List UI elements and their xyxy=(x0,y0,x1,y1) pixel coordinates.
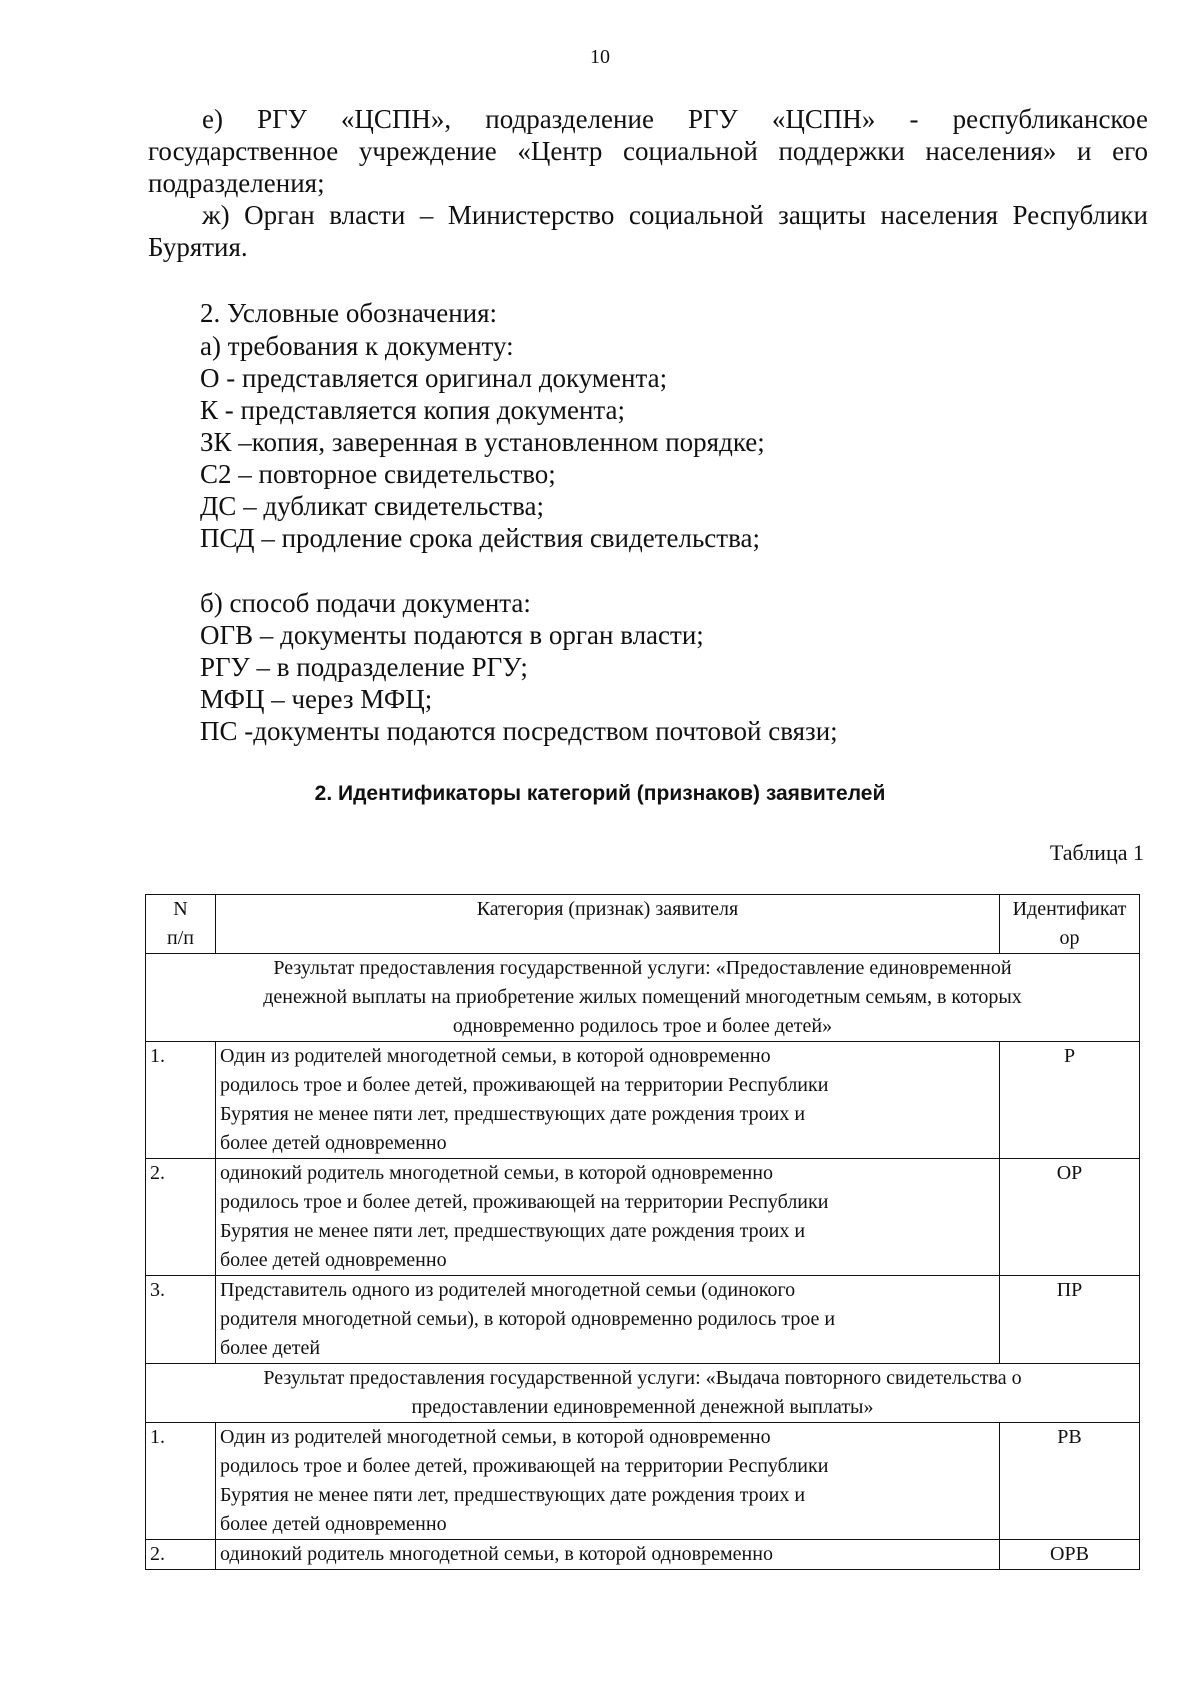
category-cell xyxy=(216,1159,1000,1276)
result-group-cell xyxy=(146,954,1140,1042)
category-line: родилось трое и более детей, проживающей на территории Республики xyxy=(220,1455,829,1477)
category-line: Один из родителей многодетной семьи, в которой одновременно xyxy=(220,1426,771,1448)
group-line: одновременно родилось трое и более детей» xyxy=(452,1015,833,1037)
table-row xyxy=(146,1042,1140,1159)
header-text: ор xyxy=(1059,927,1080,949)
result-group-row xyxy=(146,954,1140,1042)
header-category xyxy=(216,895,1000,954)
category-line: Представитель одного из родителей многодетной семьи (одинокого xyxy=(220,1279,796,1301)
requirement-item: О - представляется оригинал документа; xyxy=(200,363,668,393)
category-line: Бурятия не менее пяти лет, предшествующих дате рождения троих и xyxy=(220,1220,806,1242)
category-cell xyxy=(216,1042,1000,1159)
category-line: одинокий родитель многодетной семьи, в которой одновременно xyxy=(220,1162,773,1184)
identifier-cell: ОРВ xyxy=(1000,1540,1140,1570)
category-line: Бурятия не менее пяти лет, предшествующих дате рождения троих и xyxy=(220,1103,806,1125)
group-line: предоставлении единовременной денежной выплаты» xyxy=(411,1396,874,1418)
group-line: Результат предоставления государственной услуги: «Выдача повторного свидетельства о xyxy=(263,1367,1022,1389)
identifier-cell: ОР xyxy=(1000,1159,1140,1276)
header-text: п/п xyxy=(167,927,194,949)
table-header-row xyxy=(146,895,1140,954)
category-line: родилось трое и более детей, проживающей на территории Республики xyxy=(220,1074,829,1096)
group-line: Результат предоставления государственной услуги: «Предоставление единовременной xyxy=(273,957,1012,979)
submission-item: МФЦ – через МФЦ; xyxy=(200,684,433,714)
submission-item: РГУ – в подразделение РГУ; xyxy=(200,652,528,682)
requirement-item: С2 – повторное свидетельство; xyxy=(200,459,556,489)
applicant-categories-table xyxy=(145,894,1140,1570)
section-heading: 2. Идентификаторы категорий (признаков) заявителей xyxy=(314,782,886,805)
category-line: Бурятия не менее пяти лет, предшествующих дате рождения троих и xyxy=(220,1484,806,1506)
row-number: 1. xyxy=(146,1042,216,1159)
table-row xyxy=(146,1159,1140,1276)
table-row xyxy=(146,1276,1140,1364)
definition-line: подразделения; xyxy=(148,168,325,198)
category-line: более детей одновременно xyxy=(220,1513,447,1535)
definition-zh xyxy=(148,199,1148,263)
category-line: более детей xyxy=(220,1337,321,1359)
category-cell xyxy=(216,1540,1000,1570)
table-row xyxy=(146,1423,1140,1540)
definition-line: государственное учреждение «Центр социальной поддержки населения» и его xyxy=(148,136,1148,166)
submission-item: ОГВ – документы подаются в орган власти; xyxy=(200,620,704,650)
header-identifier xyxy=(1000,895,1140,954)
category-line: Один из родителей многодетной семьи, в которой одновременно xyxy=(220,1045,771,1067)
category-line: более детей одновременно xyxy=(220,1249,447,1271)
row-number: 3. xyxy=(146,1276,216,1364)
definition-line: Бурятия. xyxy=(148,232,248,262)
definition-e xyxy=(148,103,1148,199)
requirement-item: К - представляется копия документа; xyxy=(200,395,626,425)
category-line: более детей одновременно xyxy=(220,1132,447,1154)
page-number: 10 xyxy=(590,46,610,68)
group-line: денежной выплаты на приобретение жилых помещений многодетным семьям, в которых xyxy=(263,986,1022,1008)
category-line: родителя многодетной семьи), в которой одновременно родилось трое и xyxy=(220,1308,836,1330)
requirement-item: ДС – дубликат свидетельства; xyxy=(200,491,544,521)
requirements-title: а) требования к документу: xyxy=(200,331,514,361)
header-num xyxy=(146,895,216,954)
row-number: 2. xyxy=(146,1540,216,1570)
table-label: Таблица 1 xyxy=(1049,840,1144,865)
requirement-item: ЗК –копия, заверенная в установленном порядке; xyxy=(200,427,765,457)
category-cell xyxy=(216,1423,1000,1540)
row-number: 2. xyxy=(146,1159,216,1276)
conventions-title: 2. Условные обозначения: xyxy=(200,298,498,328)
identifier-cell: ПР xyxy=(1000,1276,1140,1364)
header-text: Категория (признак) заявителя xyxy=(476,898,739,920)
result-group-cell xyxy=(146,1364,1140,1423)
header-text: Идентификат xyxy=(1012,898,1127,920)
definition-line: ж) Орган власти – Министерство социальной защиты населения Республики xyxy=(202,200,1148,230)
row-number: 1. xyxy=(146,1423,216,1540)
requirement-item: ПСД – продление срока действия свидетельства; xyxy=(200,523,760,553)
table-row xyxy=(146,1540,1140,1570)
header-text: N xyxy=(173,898,188,920)
definition-line: е) РГУ «ЦСПН», подразделение РГУ «ЦСПН» - республиканское xyxy=(202,104,1148,134)
submission-title: б) способ подачи документа: xyxy=(200,588,531,618)
category-cell xyxy=(216,1276,1000,1364)
result-group-row xyxy=(146,1364,1140,1423)
category-line: одинокий родитель многодетной семьи, в которой одновременно xyxy=(220,1543,773,1565)
submission-item: ПС -документы подаются посредством почтовой связи; xyxy=(200,716,838,746)
category-line: родилось трое и более детей, проживающей на территории Республики xyxy=(220,1191,829,1213)
identifier-cell: РВ xyxy=(1000,1423,1140,1540)
identifier-cell: Р xyxy=(1000,1042,1140,1159)
